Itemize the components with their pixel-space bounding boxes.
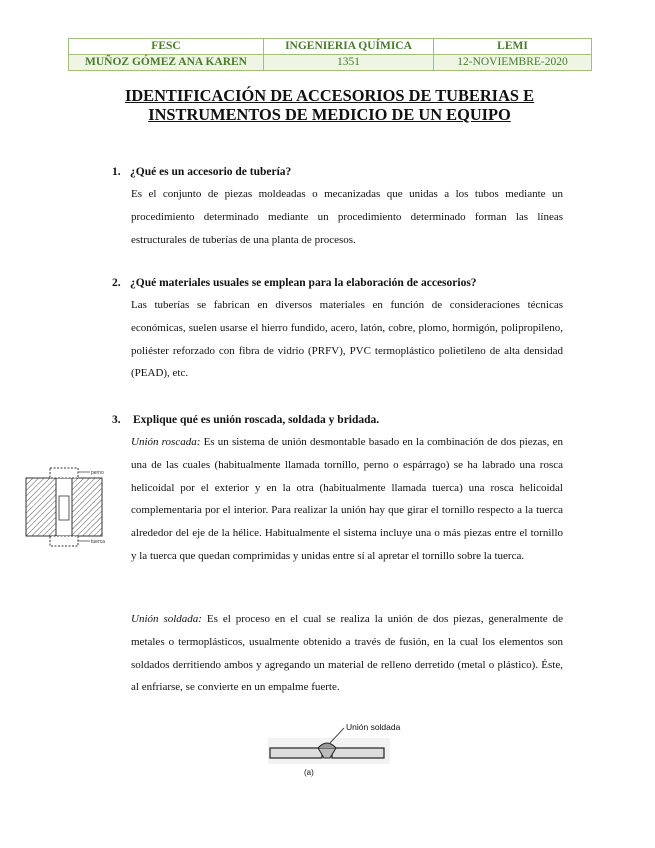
question-1-text: ¿Qué es un accesorio de tubería? bbox=[130, 166, 292, 178]
question-2-text: ¿Qué materiales usuales se emplean para la elaboración de accesorios? bbox=[130, 277, 477, 289]
bolt-label: perno bbox=[91, 470, 104, 476]
header-group: 1351 bbox=[264, 55, 434, 71]
answer-3-soldada bbox=[131, 608, 563, 699]
question-1 bbox=[112, 166, 291, 178]
nut-label: tuerca bbox=[91, 539, 105, 545]
answer-2: Las tuberías se fabrican en diversos materiales en función de consideraciones técnicas económicas, suelen usarse el hierro fundido, acero, latón, cobre, plomo, hormigón, polipropileno, poliéster reforzado con fibra de vidrio (PRFV), PVC termoplástico polietileno de alta densidad (PEAD), etc. bbox=[131, 299, 563, 380]
weld-joint-figure bbox=[262, 718, 401, 780]
weld-label: Unión soldada bbox=[346, 722, 401, 732]
question-3-text: Explique qué es unión roscada, soldada y bridada. bbox=[133, 414, 380, 426]
header-table bbox=[68, 38, 592, 71]
header-faculty: FESC bbox=[69, 39, 264, 55]
question-2 bbox=[112, 277, 477, 289]
bolt-shank bbox=[59, 496, 69, 520]
right-plate bbox=[332, 748, 384, 758]
roscada-text: Es un sistema de unión desmontable basado en la combinación de dos piezas, en una de las cuales (habitualmente llamada tornillo, perno o espárrago) se ha labrado una rosca helicoidal por el exterior y en la otra (habitualmente llamada tuerca) una rosca helicoidal complementaria por el interior. Para realizar la unión hay que girar el tornillo respecto a la tuerca alrededor del eje de la hélice. Habitualmente el sistema incluye una o más piezas entre el tornillo y la tuerca que quedan comprimidas y unidas entre sí al apretar el tornillo sobre la tuerca. bbox=[131, 436, 563, 562]
soldada-text: Es el proceso en el cual se realiza la unión de dos piezas, generalmente de metales o termoplásticos, usualmente obtenido a través de fusión, en la cual los elementos son soldados derritiendo ambos y agregando un material de relleno derretido (metal o plástico). Éste, al enfriarse, se convierte en un empalme fuerte. bbox=[131, 613, 563, 694]
answer-1: Es el conjunto de piezas moldeadas o mecanizadas que unidas a los tubos mediante un procedimiento determinado mediante un procedimiento determinado forman las líneas estructurales de tuberías de una planta de procesos. bbox=[131, 188, 563, 246]
header-row-2 bbox=[69, 55, 592, 71]
title-line-1: IDENTIFICACIÓN DE ACCESORIOS DE TUBERIAS E bbox=[124, 86, 535, 105]
left-plate bbox=[270, 748, 322, 758]
question-3-number: 3. bbox=[112, 414, 121, 426]
header-student-name: MUÑOZ GÓMEZ ANA KAREN bbox=[69, 55, 264, 71]
header-row-1 bbox=[69, 39, 592, 55]
answer-3-roscada bbox=[131, 431, 563, 568]
soldada-term: Unión soldada: bbox=[131, 613, 202, 625]
header-lab: LEMI bbox=[434, 39, 592, 55]
weld-caption: (a) bbox=[304, 768, 314, 777]
title-line-2: INSTRUMENTOS DE MEDICIO DE UN EQUIPO bbox=[148, 105, 511, 124]
question-1-number: 1. bbox=[112, 166, 121, 178]
bolt-joint-figure bbox=[22, 466, 122, 550]
header-career: INGENIERIA QUÍMICA bbox=[264, 39, 434, 55]
header-date: 12-NOVIEMBRE-2020 bbox=[434, 55, 592, 71]
question-3 bbox=[112, 414, 379, 426]
roscada-term: Unión roscada: bbox=[131, 436, 201, 448]
nut bbox=[50, 536, 78, 546]
question-2-number: 2. bbox=[112, 277, 121, 289]
page-title bbox=[68, 86, 591, 124]
bolt-head bbox=[50, 468, 78, 478]
